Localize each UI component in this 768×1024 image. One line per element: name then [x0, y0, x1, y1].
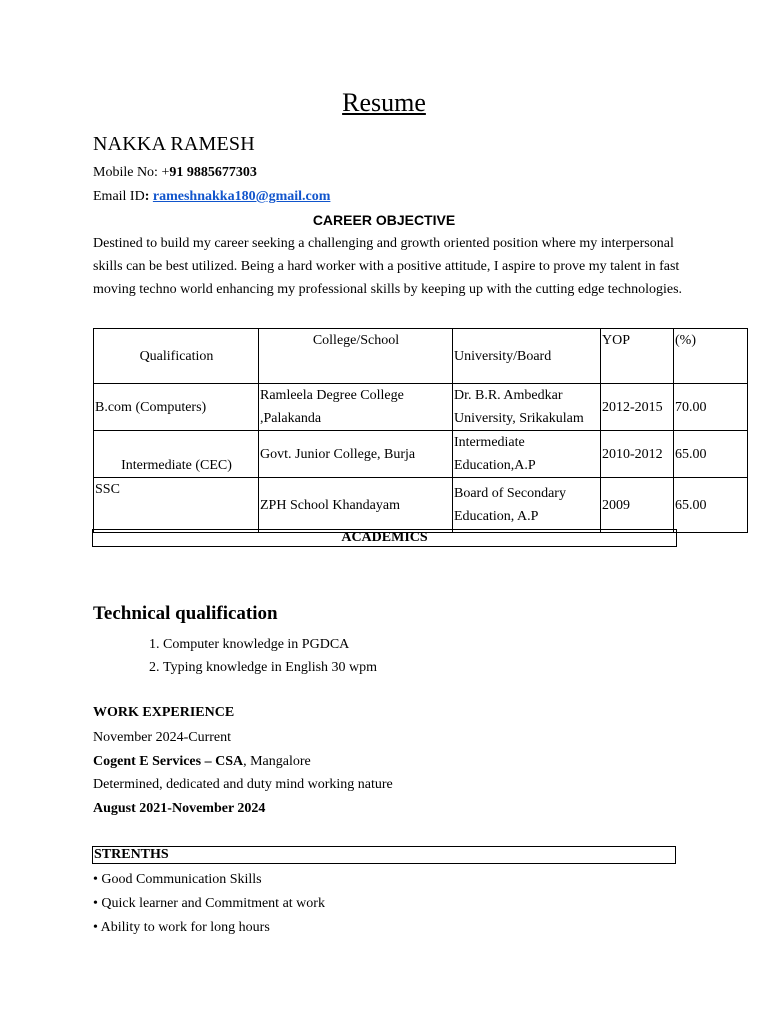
header-qualification: Qualification: [94, 329, 259, 384]
mobile-line: [93, 165, 257, 181]
row-university: Dr. B.R. Ambedkar University, Srikakulam: [453, 384, 601, 431]
candidate-name: NAKKA RAMESH: [93, 133, 255, 155]
row-yop: 2009: [601, 478, 674, 533]
table-row: [94, 431, 748, 478]
email-colon: :: [144, 189, 150, 204]
company-location: , Mangalore: [243, 753, 311, 769]
row-percent: 70.00: [674, 384, 748, 431]
strengths-list: [93, 868, 325, 940]
row-university: Intermediate Education,A.P: [453, 431, 601, 478]
work-company-line: [93, 750, 393, 774]
technical-qualification-list: [93, 633, 377, 679]
list-item: • Ability to work for long hours: [93, 920, 270, 935]
mobile-number: 91 9885677303: [169, 165, 257, 180]
row-university: Board of Secondary Education, A.P: [453, 478, 601, 533]
table-row: [94, 384, 748, 431]
row-college: Govt. Junior College, Burja: [259, 431, 453, 478]
company-name: Cogent E Services – CSA: [93, 753, 244, 769]
header-yop: YOP: [601, 329, 674, 384]
row-percent: 65.00: [674, 431, 748, 478]
row-college: ZPH School Khandayam: [259, 478, 453, 533]
table-row: [94, 478, 748, 533]
career-objective-text: Destined to build my career seeking a challenging and growth oriented position where my interpersonal skills can be best utilized. Being a hard worker with a positive attitude, I aspire to prove my talent in fast moving techno world enhancing my professional skills by keeping up with the cutting edge technologies.: [93, 236, 683, 298]
list-item: • Quick learner and Commitment at work: [93, 896, 325, 911]
row-yop: 2010-2012: [601, 431, 674, 478]
row-qualification: Intermediate (CEC): [94, 431, 259, 478]
resume-title: Resume: [342, 88, 426, 117]
row-yop: 2012-2015: [601, 384, 674, 431]
list-item: • Good Communication Skills: [93, 872, 262, 887]
list-item: 1. Computer knowledge in PGDCA: [163, 633, 377, 656]
academics-heading: ACADEMICS: [92, 529, 677, 547]
work-description: Determined, dedicated and duty mind working nature: [93, 777, 393, 792]
row-qualification: SSC: [94, 478, 259, 533]
qualifications-table: [93, 328, 748, 533]
list-item: 2. Typing knowledge in English 30 wpm: [163, 656, 377, 679]
technical-qualification-heading: Technical qualification: [93, 603, 278, 624]
work-period-previous: August 2021-November 2024: [93, 800, 266, 816]
mobile-label: Mobile No: +: [93, 165, 170, 180]
work-experience-heading: WORK EXPERIENCE: [93, 705, 235, 720]
header-university: University/Board: [453, 329, 601, 384]
table-header-row: [94, 329, 748, 384]
work-experience-details: [93, 726, 393, 820]
header-college: College/School: [259, 329, 453, 384]
email-link[interactable]: rameshnakka180@gmail.com: [152, 189, 331, 204]
row-percent: 65.00: [674, 478, 748, 533]
work-period-current: November 2024-Current: [93, 730, 232, 745]
email-label: Email ID: [93, 189, 145, 204]
row-college: Ramleela Degree College ,Palakanda: [259, 384, 453, 431]
header-percent: (%): [674, 329, 748, 384]
email-line: [93, 189, 330, 205]
strengths-heading: STRENTHS: [92, 846, 676, 864]
row-qualification: B.com (Computers): [94, 384, 259, 431]
career-objective-heading: CAREER OBJECTIVE: [312, 212, 456, 228]
